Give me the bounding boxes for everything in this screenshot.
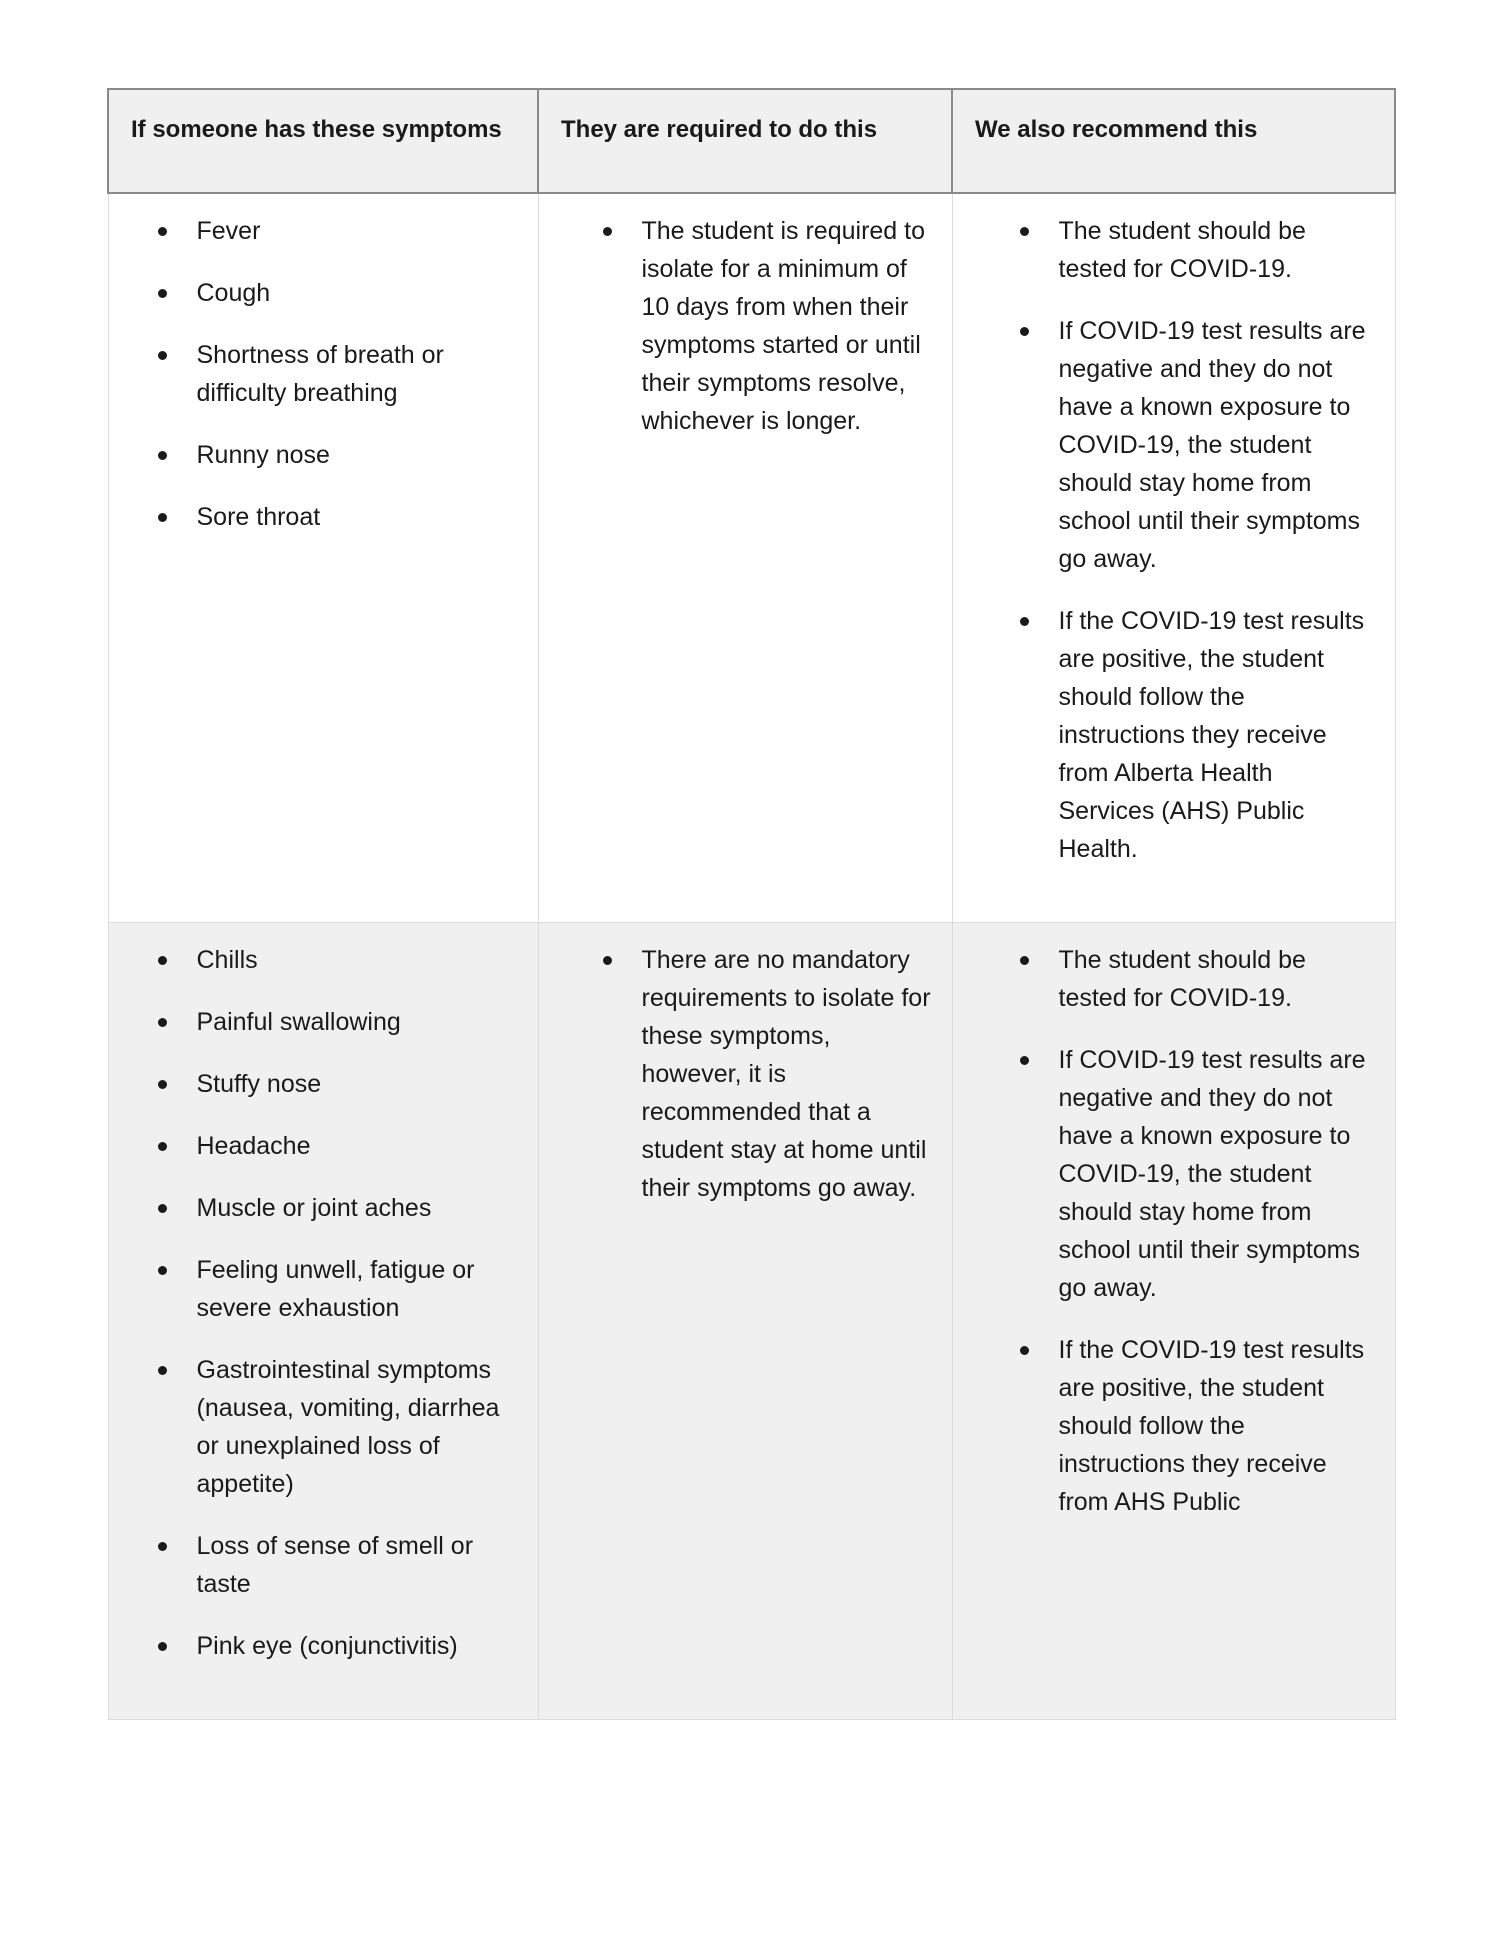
header-required: They are required to do this — [538, 89, 952, 193]
list-item: If COVID-19 test results are negative and they do not have a known exposure to COVID-19, the student should stay home from school until their symptoms go away. — [1059, 1041, 1375, 1307]
list-item: The student is required to isolate for a minimum of 10 days from when their symptoms started or until their symptoms resolve, whichever is longer. — [642, 212, 932, 440]
symptom-list — [129, 212, 518, 536]
required-cell — [538, 193, 952, 923]
list-item: If the COVID-19 test results are positive, the student should follow the instructions they receive from Alberta Health Services (AHS) Public Health. — [1059, 602, 1375, 868]
list-item: Gastrointestinal symptoms (nausea, vomiting, diarrhea or unexplained loss of appetite) — [197, 1351, 518, 1503]
list-item: There are no mandatory requirements to isolate for these symptoms, however, it is recommended that a student stay at home until their symptoms go away. — [642, 941, 932, 1207]
symptoms-cell — [108, 923, 538, 1720]
table-row — [108, 923, 1395, 1720]
list-item: Shortness of breath or difficulty breathing — [197, 336, 518, 412]
list-item: If COVID-19 test results are negative and they do not have a known exposure to COVID-19, the student should stay home from school until their symptoms go away. — [1059, 312, 1375, 578]
list-item: Feeling unwell, fatigue or severe exhaustion — [197, 1251, 518, 1327]
list-item: Fever — [197, 212, 518, 250]
required-list — [559, 212, 932, 440]
required-cell — [538, 923, 952, 1720]
symptoms-cell — [108, 193, 538, 923]
list-item: Sore throat — [197, 498, 518, 536]
list-item: Runny nose — [197, 436, 518, 474]
recommend-cell — [952, 923, 1395, 1720]
required-list — [559, 941, 932, 1207]
list-item: The student should be tested for COVID-19. — [1059, 941, 1375, 1017]
recommend-cell — [952, 193, 1395, 923]
list-item: Pink eye (conjunctivitis) — [197, 1627, 518, 1665]
recommend-list — [973, 212, 1375, 868]
table-row — [108, 193, 1395, 923]
list-item: Chills — [197, 941, 518, 979]
table-header-row — [108, 89, 1395, 193]
list-item: Muscle or joint aches — [197, 1189, 518, 1227]
recommend-list — [973, 941, 1375, 1521]
list-item: If the COVID-19 test results are positive, the student should follow the instructions they receive from AHS Public — [1059, 1331, 1375, 1521]
list-item: Headache — [197, 1127, 518, 1165]
list-item: Loss of sense of smell or taste — [197, 1527, 518, 1603]
list-item: The student should be tested for COVID-19. — [1059, 212, 1375, 288]
symptom-list — [129, 941, 518, 1665]
list-item: Painful swallowing — [197, 1003, 518, 1041]
header-symptoms: If someone has these symptoms — [108, 89, 538, 193]
list-item: Cough — [197, 274, 518, 312]
symptoms-table — [107, 88, 1396, 1720]
header-recommend: We also recommend this — [952, 89, 1395, 193]
list-item: Stuffy nose — [197, 1065, 518, 1103]
